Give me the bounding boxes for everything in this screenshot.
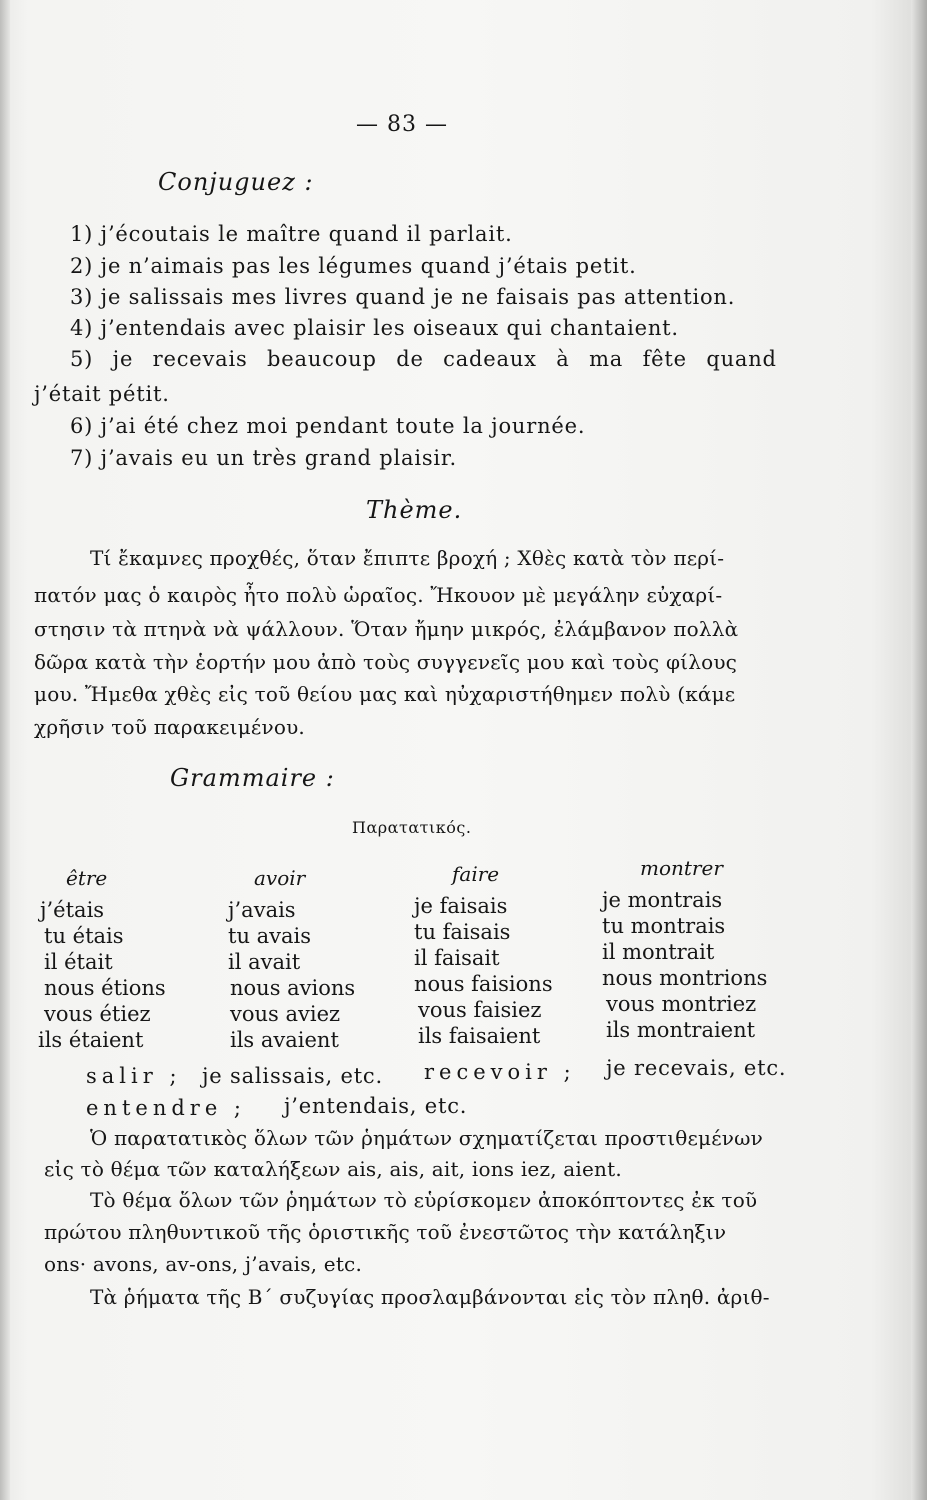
theme-line: δῶρα κατὰ τὴν ἑορτήν μου ἀπὸ τοὺς συγγενεῖς μου καὶ τοὺς φίλους (34, 650, 738, 674)
column-heading: faire (452, 862, 500, 886)
conjugation-form: vous aviez (230, 1002, 341, 1026)
exercise-line: 2) je n’aimais pas les légumes quand j’étais petit. (70, 254, 637, 278)
verb-recevoir: recevoir ; (424, 1060, 576, 1084)
conjugation-form: nous étions (44, 976, 166, 1000)
verb-salir-form: je salissais, etc. (202, 1064, 383, 1088)
conjugation-form: je faisais (414, 894, 508, 918)
conjugation-form: ils avaient (230, 1028, 339, 1052)
verb-salir: salir ; (86, 1064, 182, 1088)
theme-title: Thème. (366, 496, 463, 524)
conjugation-form: il avait (228, 950, 301, 974)
exercise-line: 4) j’entendais avec plaisir les oiseaux qui chantaient. (70, 316, 679, 340)
conjugation-form: je montrais (602, 888, 723, 912)
theme-line: πατόν μας ὁ καιρὸς ἦτο πολὺ ὡραῖος. Ἤκουον μὲ μεγάλην εὐχαρί- (34, 583, 723, 607)
column-heading: avoir (254, 866, 306, 890)
conjugation-form: vous montriez (606, 992, 757, 1016)
exercise-line: 1) j’écoutais le maître quand il parlait. (70, 222, 513, 246)
exercise-line: 7) j’avais eu un très grand plaisir. (70, 446, 457, 470)
conjugation-form: nous montrions (602, 966, 768, 990)
exercise-line: 3) je salissais mes livres quand je ne faisais pas attention. (70, 285, 736, 309)
grammar-rule-line: εἰς τὸ θέμα τῶν καταλήξεων ais, ais, ait, ions iez, aient. (44, 1157, 622, 1181)
conjugation-form: j’étais (40, 898, 105, 922)
conjugation-form: ils montraient (606, 1018, 756, 1042)
column-heading: montrer (640, 856, 723, 880)
conjugation-form: tu avais (228, 924, 312, 948)
theme-line: μου. Ἤμεθα χθὲς εἰς τοῦ θείου μας καὶ ηὐχαριστήθημεν πολὺ (κάμε (34, 682, 736, 706)
conjugation-form: il faisait (414, 946, 500, 970)
conjugation-form: nous avions (230, 976, 356, 1000)
page-right-edge (911, 0, 927, 1500)
conjugation-form: tu étais (44, 924, 124, 948)
conjugation-form: il montrait (602, 940, 715, 964)
grammar-rule-line: Τὰ ῥήματα τῆς Β΄ συζυγίας προσλαμβάνονται εἰς τὸν πληθ. ἀριθ- (90, 1285, 770, 1309)
conjugation-form: il était (44, 950, 113, 974)
exercise-line: 6) j’ai été chez moi pendant toute la journée. (70, 414, 586, 438)
conjugation-form: tu faisais (414, 920, 511, 944)
theme-line: στησιν τὰ πτηνὰ νὰ ψάλλουν. Ὅταν ἤμην μικρός, ἐλάμβανον πολλὰ (34, 617, 739, 641)
conjugation-form: tu montrais (602, 914, 726, 938)
conjuguez-title: Conjuguez : (158, 168, 314, 196)
verb-entendre-form: j’entendais, etc. (284, 1094, 468, 1118)
verb-entendre: entendre ; (86, 1096, 247, 1120)
grammar-rule-line: Τὸ θέμα ὅλων τῶν ῥημάτων τὸ εὑρίσκομεν ἀποκόπτοντες ἐκ τοῦ (90, 1188, 758, 1212)
theme-line: χρῆσιν τοῦ παρακειμένου. (34, 715, 305, 739)
column-heading: être (66, 866, 108, 890)
grammar-rule-line: ons· avons, av-ons, j’avais, etc. (44, 1252, 363, 1276)
grammaire-title: Grammaire : (170, 764, 335, 792)
grammar-rule-line: Ὁ παρατατικὸς ὅλων τῶν ῥημάτων σχηματίζεται προστιθεμένων (90, 1126, 764, 1150)
exercise-line: 5) je recevais beaucoup de cadeaux à ma fête quand (70, 347, 777, 371)
conjugation-form: j’avais (228, 898, 296, 922)
exercise-line: j’était pétit. (34, 382, 170, 406)
verb-recevoir-form: je recevais, etc. (606, 1056, 787, 1080)
theme-line: Τί ἔκαμνες προχθές, ὅταν ἔπιπτε βροχή ; Χθὲς κατὰ τὸν περί- (90, 546, 725, 570)
grammar-rule-line: πρώτου πληθυντικοῦ τῆς ὁριστικῆς τοῦ ἐνεστῶτος τὴν κατάληξιν (44, 1220, 727, 1244)
page-number: — 83 — (356, 112, 448, 137)
conjugation-form: vous faisiez (418, 998, 542, 1022)
conjugation-form: vous étiez (44, 1002, 151, 1026)
conjugation-form: ils faisaient (418, 1024, 541, 1048)
page-left-edge (0, 0, 10, 1500)
conjugation-form: ils étaient (38, 1028, 144, 1052)
imperfect-caption: Παρατατικός. (352, 818, 472, 837)
conjugation-form: nous faisions (414, 972, 553, 996)
